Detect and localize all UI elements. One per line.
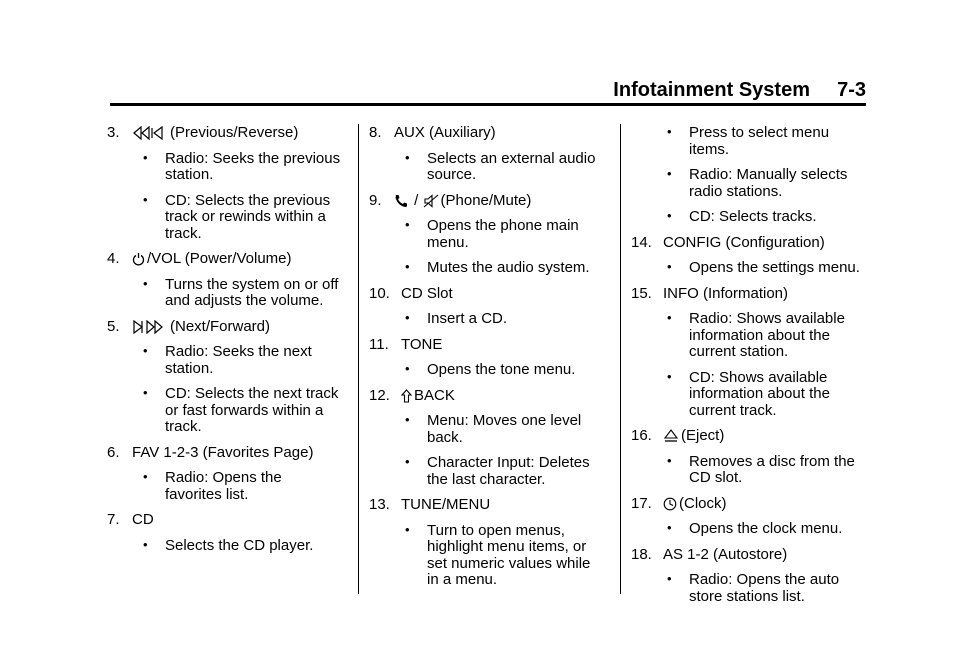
list-item — [369, 337, 605, 354]
bullet-item: • Turns the system on or off and adjusts the volume. — [143, 275, 339, 309]
bullet-item: • CD: Shows available information about the current track. — [667, 368, 830, 419]
bullet-item: • CD: Selects the previous track or rewinds within a track. — [143, 191, 331, 242]
item-label: /VOL (Power/Volume) — [147, 250, 292, 267]
item-number: 17. — [631, 494, 652, 512]
bullet-item: • Press to select menu items. — [667, 124, 830, 158]
page-header — [0, 0, 960, 110]
header-rule — [110, 103, 866, 106]
item-number: 6. — [107, 443, 120, 461]
item-label: INFO (Information) — [663, 284, 789, 302]
item-number: 18. — [631, 545, 652, 563]
list-item — [631, 235, 871, 252]
bullet-item: • Selects the CD player. — [143, 536, 314, 554]
item-number: 3. — [107, 124, 120, 141]
item-separator: / — [410, 191, 423, 209]
item-label: AUX (Auxiliary) — [394, 124, 496, 141]
bullet-item: • Opens the settings menu. — [667, 259, 860, 276]
column-3 — [631, 125, 871, 614]
item-label: (Phone/Mute) — [440, 191, 532, 209]
item-number: 15. — [631, 284, 652, 302]
list-item — [107, 445, 342, 462]
list-item — [107, 319, 342, 336]
list-item — [631, 428, 871, 445]
bullet-item: • CD: Selects tracks. — [667, 208, 817, 225]
item-number: 9. — [369, 191, 382, 209]
next-forward-icon — [132, 320, 168, 334]
bullet-item: • Opens the phone main menu. — [405, 217, 579, 251]
item-number: 4. — [107, 250, 120, 267]
list-item — [369, 388, 605, 405]
item-number: 16. — [631, 427, 652, 444]
bullet-item: • Radio: Manually selects radio stations. — [667, 166, 848, 200]
eject-icon — [663, 428, 679, 444]
bullet-item: • Character Input: Deletes the last character. — [405, 454, 590, 488]
list-item — [631, 547, 871, 564]
bullet-item: • Removes a disc from the CD slot. — [667, 452, 855, 486]
item-label: (Clock) — [679, 494, 727, 512]
column-divider — [620, 124, 621, 594]
item-label: AS 1-2 (Autostore) — [663, 545, 788, 563]
list-item — [631, 496, 871, 513]
column-1 — [107, 125, 342, 563]
item-label: TONE — [401, 335, 443, 353]
item-number: 12. — [369, 386, 390, 404]
bullet-item: • Radio: Seeks the previous station. — [143, 149, 341, 183]
bullet-item: • Opens the clock menu. — [667, 520, 843, 537]
list-item — [631, 286, 871, 303]
item-number: 13. — [369, 496, 390, 513]
list-item — [107, 125, 342, 142]
bullet-item: • Mutes the audio system. — [405, 259, 590, 276]
bullet-item: • Insert a CD. — [405, 310, 508, 327]
item-number: 8. — [369, 124, 382, 141]
item-label: (Next/Forward) — [170, 317, 271, 335]
item-label: CONFIG (Configuration) — [663, 233, 825, 251]
list-item — [107, 251, 342, 268]
mute-icon — [423, 194, 439, 208]
item-number: 10. — [369, 284, 390, 302]
item-number: 11. — [369, 335, 389, 353]
item-number: 7. — [107, 511, 120, 528]
list-item — [369, 125, 605, 142]
item-label: TUNE/MENU — [401, 496, 491, 513]
power-icon — [132, 252, 145, 266]
page-number: 7-3 — [837, 79, 866, 101]
item-label: FAV 1-2-3 (Favorites Page) — [132, 443, 314, 461]
bullet-item: • Radio: Opens the favorites list. — [143, 469, 282, 503]
bullet-item: • Radio: Opens the auto store stations list. — [667, 571, 840, 605]
phone-icon — [394, 194, 408, 208]
page-title: Infotainment System — [613, 79, 810, 101]
back-icon — [401, 389, 412, 403]
item-number: 14. — [631, 233, 652, 251]
bullet-item: • Radio: Seeks the next station. — [143, 343, 312, 377]
item-label: CD — [132, 511, 154, 528]
bullet-item: • Selects an external audio source. — [405, 149, 596, 183]
item-label: CD Slot — [401, 284, 453, 302]
column-divider — [358, 124, 359, 594]
bullet-item: • Opens the tone menu. — [405, 361, 576, 378]
list-item — [369, 193, 605, 210]
item-label: (Previous/Reverse) — [170, 124, 299, 141]
bullet-item: • Turn to open menus, highlight menu items, or set numeric values while in a menu. — [405, 521, 591, 588]
item-label: (Eject) — [681, 427, 725, 444]
column-2 — [369, 125, 605, 598]
list-item — [107, 512, 342, 529]
bullet-item: • Menu: Moves one level back. — [405, 412, 582, 446]
bullet-item: • Radio: Shows available information about the current station. — [667, 310, 845, 360]
clock-icon — [663, 497, 677, 511]
item-label: BACK — [414, 386, 455, 404]
list-item — [369, 286, 605, 303]
item-number: 5. — [107, 317, 120, 335]
previous-reverse-icon — [132, 126, 168, 140]
list-item — [369, 497, 605, 514]
bullet-item: • CD: Selects the next track or fast forwards within a track. — [143, 385, 339, 435]
